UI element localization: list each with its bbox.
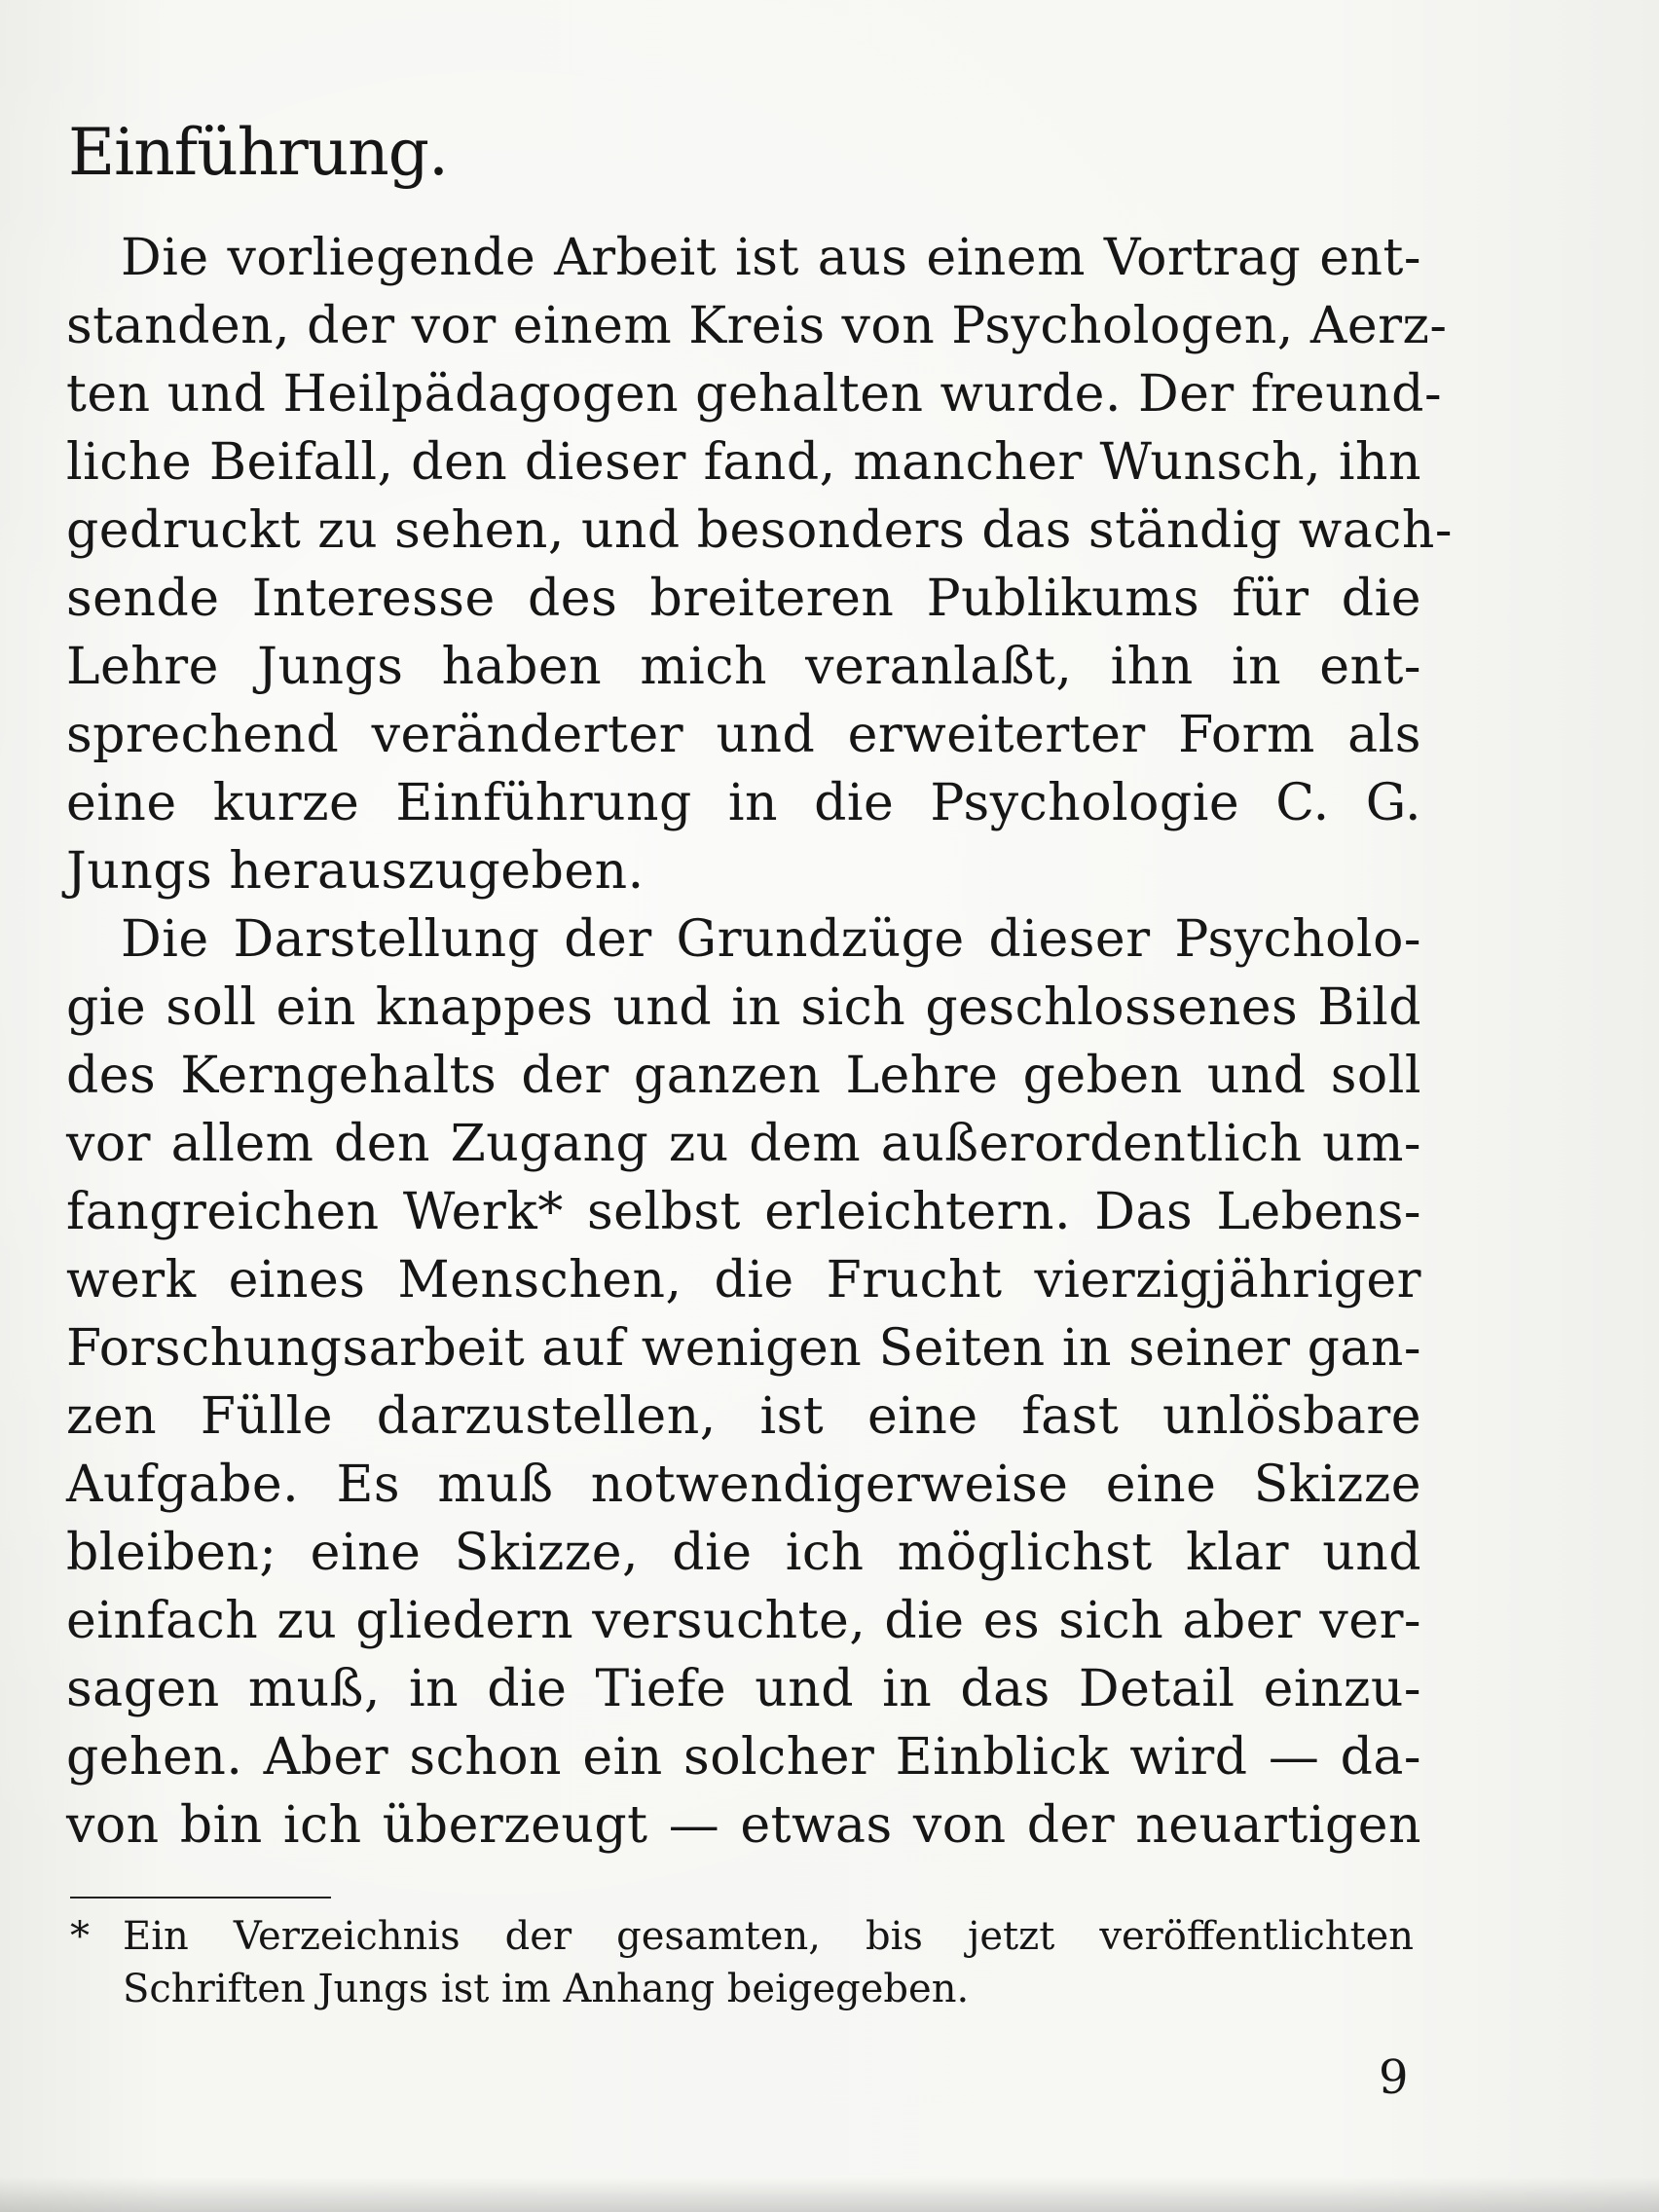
body-text: [66, 224, 1453, 1860]
text-line: gie soll ein knappes und in sich geschlossenes Bild: [66, 978, 1421, 1037]
text-line: Die vorliegende Arbeit ist aus einem Vortrag ent-: [121, 229, 1421, 287]
text-line: Die Darstellung der Grundzüge dieser Psycholo-: [121, 910, 1421, 969]
text-line: sende Interesse des breiteren Publikums für die: [66, 570, 1421, 628]
footnote-text: Ein Verzeichnis der gesamten, bis jetzt veröffentlichten: [123, 1914, 1414, 1959]
text-line: sagen muß, in die Tiefe und in das Detail einzu-: [66, 1660, 1421, 1718]
text-line: Jungs herauszugeben.: [66, 842, 645, 901]
footnote-line: Schriften Jungs ist im Anhang beigegeben.: [123, 1967, 970, 2011]
text-line: liche Beifall, den dieser fand, mancher Wunsch, ihn: [66, 433, 1421, 492]
text-line: des Kerngehalts der ganzen Lehre geben und soll: [66, 1047, 1421, 1105]
footnote: [70, 1910, 1414, 2015]
text-line: fangreichen Werk* selbst erleichtern. Das Lebens-: [66, 1183, 1421, 1241]
text-line: einfach zu gliedern versuchte, die es sich aber ver-: [66, 1592, 1421, 1650]
text-line: standen, der vor einem Kreis von Psychologen, Aerz-: [66, 297, 1448, 355]
footnote-marker: *: [70, 1914, 90, 1959]
chapter-heading: Einführung.: [68, 115, 449, 190]
paragraph-1: [66, 224, 1453, 905]
text-line: gehen. Aber schon ein solcher Einblick wird — da-: [66, 1728, 1421, 1787]
footnote-divider: [70, 1897, 331, 1899]
text-line: eine kurze Einführung in die Psychologie C. G.: [66, 774, 1421, 832]
footnote-line: [70, 1910, 1414, 1963]
paragraph-2: [66, 905, 1421, 1860]
text-line: sprechend veränderter und erweiterter Form als: [66, 706, 1421, 764]
text-line: bleiben; eine Skizze, die ich möglichst klar und: [66, 1524, 1421, 1582]
text-line: Forschungsarbeit auf wenigen Seiten in seiner gan-: [66, 1319, 1421, 1378]
text-line: ten und Heilpädagogen gehalten wurde. Der freund-: [66, 365, 1443, 424]
page-number: 9: [1379, 2050, 1409, 2105]
text-line: gedruckt zu sehen, und besonders das ständig wach-: [66, 501, 1453, 560]
text-line: vor allem den Zugang zu dem außerordentlich um-: [66, 1115, 1421, 1173]
text-line: Aufgabe. Es muß notwendigerweise eine Skizze: [66, 1456, 1421, 1514]
text-line: von bin ich überzeugt — etwas von der neuartigen: [66, 1796, 1421, 1855]
page-edge-shadow: [0, 2177, 1659, 2212]
text-line: werk eines Menschen, die Frucht vierzigjähriger: [66, 1251, 1421, 1309]
text-line: zen Fülle darzustellen, ist eine fast unlösbare: [66, 1387, 1421, 1446]
text-line: Lehre Jungs haben mich veranlaßt, ihn in ent-: [66, 638, 1421, 696]
